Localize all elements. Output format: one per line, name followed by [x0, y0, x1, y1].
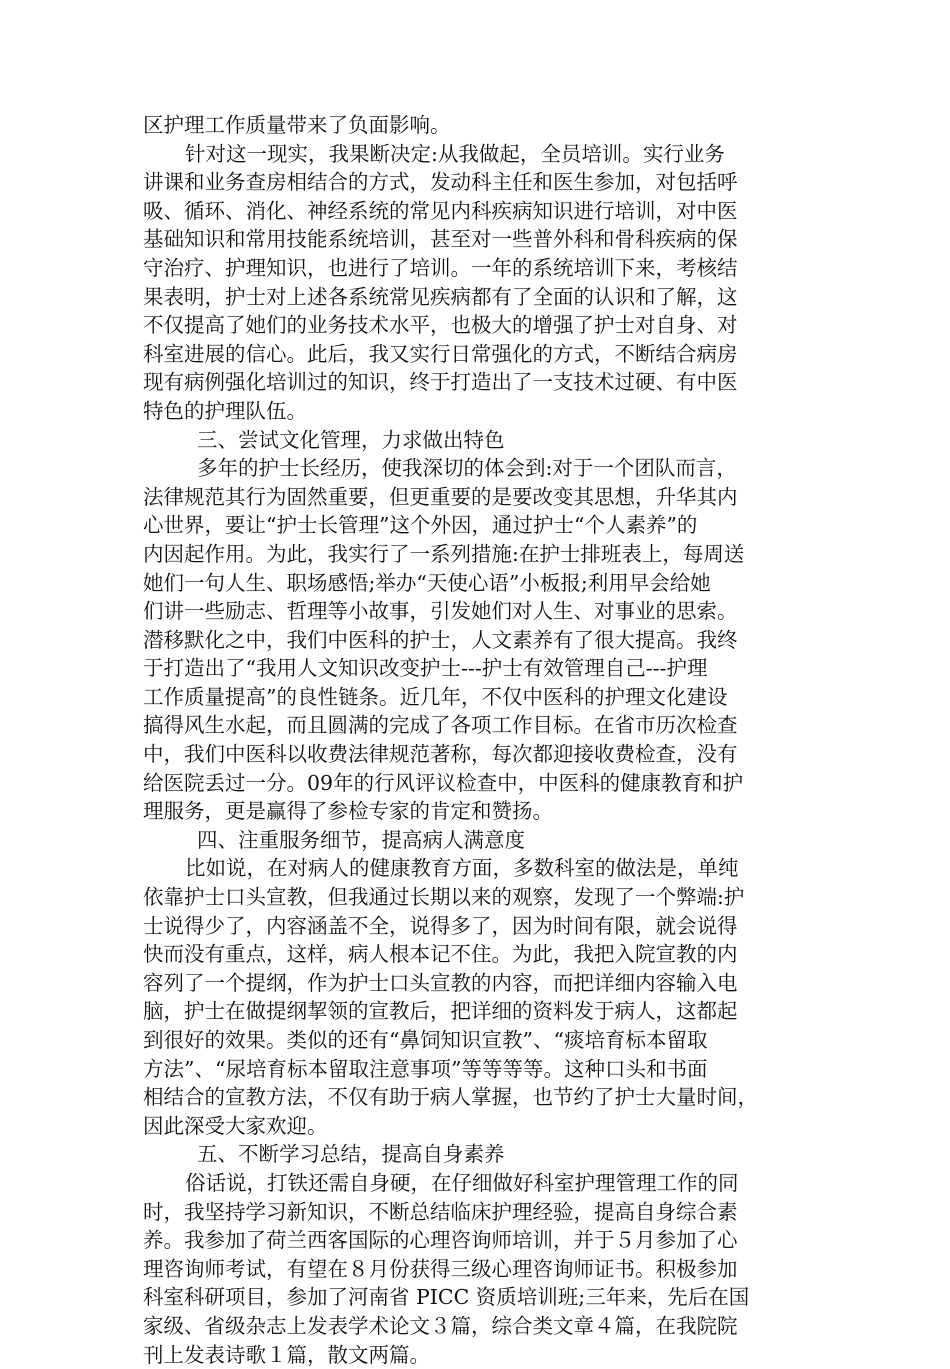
text-line: 多年的护士长经历，使我深切的体会到:对于一个团队而言， [197, 456, 737, 481]
text-line: 养。我参加了荷兰西客国际的心理咨询师培训，并于５月参加了心 [143, 1228, 738, 1253]
text-line: 快而没有重点，这样，病人根本记不住。为此，我把入院宣教的内 [143, 942, 738, 967]
text-line: 她们一句人生、职场感悟;举办“天使心语”小板报;利用早会给她 [143, 570, 711, 595]
text-line: 中，我们中医科以收费法律规范著称，每次都迎接收费检查，没有 [143, 742, 738, 767]
text-line: 基础知识和常用技能系统培训，甚至对一些普外科和骨科疾病的保 [143, 227, 738, 252]
section-heading: 三、尝试文化管理，力求做出特色 [197, 427, 505, 452]
text-line: 到很好的效果。类似的还有“鼻饲知识宣教”、“痰培育标本留取 [143, 1028, 708, 1052]
text-line: 内因起作用。为此，我实行了一系列措施:在护士排班表上，每周送 [143, 541, 745, 566]
text-line: 刊上发表诗歌１篇，散文两篇。 [143, 1342, 430, 1367]
text-line: 比如说，在对病人的健康教育方面，多数科室的做法是，单纯 [185, 856, 739, 881]
text-line: 吸、循环、消化、神经系统的常见内科疾病知识进行培训，对中医 [143, 198, 738, 223]
section-heading: 五、不断学习总结，提高自身素养 [197, 1142, 505, 1167]
text-line: 工作质量提高”的良性链条。近几年，不仅中医科的护理文化建设 [143, 684, 728, 709]
text-line: 于打造出了“我用人文知识改变护士---护士有效管理自己---护理 [143, 656, 708, 681]
text-line: 家级、省级杂志上发表学术论文３篇，综合类文章４篇，在我院院 [143, 1313, 738, 1338]
text-line: 守治疗、护理知识，也进行了培训。一年的系统培训下来，考核结 [143, 255, 738, 280]
text-line: 特色的护理队伍。 [143, 398, 307, 423]
text-line: 们讲一些励志、哲理等小故事，引发她们对人生、对事业的思索。 [143, 599, 738, 624]
text-line: 依靠护士口头宣教，但我通过长期以来的观察，发现了一个弊端:护 [143, 885, 745, 910]
text-line: 不仅提高了她们的业务技术水平，也极大的增强了护士对自身、对 [143, 313, 738, 338]
text-line: 因此深受大家欢迎。 [143, 1113, 328, 1138]
text-line: 科室进展的信心。此后，我又实行日常强化的方式，不断结合病房 [143, 341, 738, 366]
section-heading: 四、注重服务细节，提高病人满意度 [197, 827, 525, 852]
document-body [143, 111, 818, 1369]
text-line: 脑，护士在做提纲挈领的宣教后，把详细的资料发于病人，这都起 [143, 999, 738, 1024]
text-line: 搞得风生水起，而且圆满的完成了各项工作目标。在省市历次检查 [143, 713, 738, 738]
text-line: 理咨询师考试，有望在８月份获得三级心理咨询师证书。积极参加 [143, 1256, 738, 1281]
text-line: 科室科研项目，参加了河南省 PICC 资质培训班;三年来，先后在国 [143, 1285, 750, 1310]
text-line: 相结合的宣教方法，不仅有助于病人掌握，也节约了护士大量时间， [143, 1085, 758, 1110]
text-line: 俗话说，打铁还需自身硬，在仔细做好科室护理管理工作的同 [185, 1170, 739, 1195]
text-line: 理服务，更是赢得了参检专家的肯定和赞扬。 [143, 799, 553, 824]
text-line: 心世界，要让“护士长管理”这个外因，通过护士“个人素养”的 [143, 513, 698, 538]
text-line: 容列了一个提纲，作为护士口头宣教的内容，而把详细内容输入电 [143, 970, 738, 995]
text-line: 士说得少了，内容涵盖不全，说得多了，因为时间有限，就会说得 [143, 913, 738, 938]
text-line: 区护理工作质量带来了负面影响。 [143, 113, 451, 137]
text-line: 给医院丢过一分。09年的行风评议检查中，中医科的健康教育和护 [143, 770, 744, 795]
text-line: 潜移默化之中，我们中医科的护士，人文素养有了很大提高。我终 [143, 627, 738, 652]
text-line: 时，我坚持学习新知识，不断总结临床护理经验，提高自身综合素 [143, 1199, 738, 1224]
text-line: 果表明，护士对上述各系统常见疾病都有了全面的认识和了解，这 [143, 284, 738, 309]
text-line: 法律规范其行为固然重要，但更重要的是要改变其思想，升华其内 [143, 484, 738, 509]
text-line: 现有病例强化培训过的知识，终于打造出了一支技术过硬、有中医 [143, 370, 738, 395]
text-line: 方法”、“尿培育标本留取注意事项”等等等等。这种口头和书面 [143, 1056, 708, 1081]
text-line: 讲课和业务查房相结合的方式，发动科主任和医生参加，对包括呼 [143, 170, 738, 195]
text-line: 针对这一现实，我果断决定:从我做起，全员培训。实行业务 [185, 141, 725, 166]
